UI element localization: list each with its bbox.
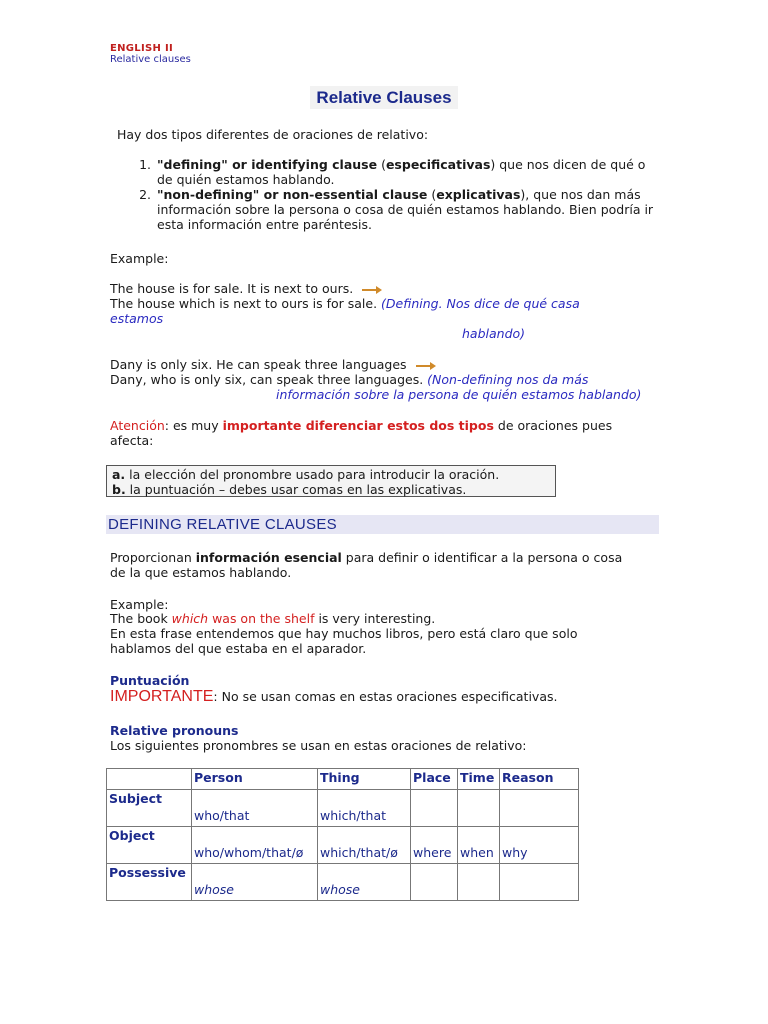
defining-example-end: is very interesting. (314, 611, 436, 626)
arrow-right-icon (361, 285, 383, 295)
cell-possessive-person (192, 864, 318, 901)
cell-object-place (411, 827, 458, 864)
example1-note-end: hablando) (462, 326, 526, 341)
cell-subject-thing (318, 790, 411, 827)
intro-text: Hay dos tipos diferentes de oraciones de relativo: (117, 127, 429, 142)
term-especificativas: especificativas (385, 157, 491, 172)
cell-subject-reason (500, 790, 579, 827)
defining-description: ) que nos dicen de qué o de quién estamos hablando. (157, 157, 646, 187)
topic-label: Relative clauses (110, 54, 191, 65)
paren-open: ( (427, 187, 437, 202)
example-label: Example: (110, 251, 169, 266)
paren-open: ( (377, 157, 386, 172)
example1-note: (Defining. Nos dice de qué casa (381, 296, 580, 311)
row-label-possessive: Possessive (107, 864, 192, 901)
notes-box (106, 465, 556, 497)
defining-example-which: which (171, 611, 209, 626)
pronouns-heading: Relative pronouns (110, 723, 239, 738)
defining-explanation-line1: En esta frase entendemos que hay muchos libros, pero está claro que solo (110, 626, 578, 641)
cell-value: which/that/ø (320, 845, 398, 860)
defining-text-cont: para definir o identificar a la persona o cosa (341, 550, 623, 565)
defining-example-sentence (110, 611, 435, 626)
example2-note: (Non-defining nos da más (427, 372, 589, 387)
row-label-subject: Subject (107, 790, 192, 827)
punctuation-rule (110, 688, 557, 706)
example1-sentence: The house is for sale. It is next to ours. (110, 281, 354, 296)
cell-possessive-thing (318, 864, 411, 901)
defining-para-line2: de la que estamos hablando. (110, 565, 292, 580)
attention-text-end: de oraciones pues (493, 418, 613, 433)
important-label: IMPORTANTE (110, 688, 214, 705)
cell-value: when (460, 845, 494, 860)
row-label-object: Object (107, 827, 192, 864)
defining-text: Proporcionan (110, 550, 196, 565)
cell-value: who/whom/that/ø (194, 845, 304, 860)
attention-text: : es muy (164, 418, 223, 433)
punctuation-text: : No se usan comas en estas oraciones especificativas. (213, 689, 558, 704)
list-item-defining (155, 157, 665, 187)
example1-defining-sentence: The house which is next to ours is for sale. (110, 296, 378, 311)
attention-highlight: importante diferenciar estos dos tipos (222, 418, 494, 433)
note-b-text: la puntuación – debes usar comas en las explicativas. (125, 482, 467, 497)
punctuation-heading: Puntuación (110, 673, 190, 688)
section-heading-defining: DEFINING RELATIVE CLAUSES (106, 515, 659, 534)
cell-value: why (502, 845, 528, 860)
note-a (112, 467, 550, 482)
example1-line1 (110, 281, 383, 296)
term-explicativas: explicativas (436, 187, 521, 202)
cell-subject-person (192, 790, 318, 827)
list-item-non-defining (155, 187, 665, 232)
cell-subject-time (458, 790, 500, 827)
clause-types-list (135, 157, 665, 232)
defining-example-label: Example: (110, 597, 169, 612)
table-header-row (107, 769, 579, 790)
example1-line2 (110, 296, 580, 311)
cell-object-reason (500, 827, 579, 864)
cell-object-person (192, 827, 318, 864)
table-row (107, 790, 579, 827)
defining-para-line1 (110, 550, 622, 565)
attention-line1 (110, 418, 612, 433)
cell-value: where (413, 845, 452, 860)
table-header-reason: Reason (500, 769, 579, 790)
term-defining: "defining" or identifying clause (157, 157, 378, 172)
cell-object-thing (318, 827, 411, 864)
cell-possessive-place (411, 864, 458, 901)
cell-possessive-time (458, 864, 500, 901)
cell-value: who/that (194, 808, 250, 823)
defining-essential: información esencial (195, 550, 342, 565)
cell-subject-place (411, 790, 458, 827)
example2-line1 (110, 357, 437, 372)
attention-label: Atención (110, 418, 165, 433)
example2-sentence: Dany is only six. He can speak three languages (110, 357, 407, 372)
pronouns-intro: Los siguientes pronombres se usan en estas oraciones de relativo: (110, 738, 527, 753)
note-a-text: la elección del pronombre usado para introducir la oración. (125, 467, 500, 482)
page-title (0, 88, 768, 108)
table-header-time: Time (458, 769, 500, 790)
note-b-letter: b. (112, 482, 126, 497)
course-label: ENGLISH II (110, 43, 173, 54)
example1-note-continued: estamos (110, 311, 164, 326)
cell-value: whose (320, 882, 360, 897)
cell-value: which/that (320, 808, 387, 823)
attention-line2: afecta: (110, 433, 154, 448)
defining-example-clause: was on the shelf (208, 611, 315, 626)
cell-possessive-reason (500, 864, 579, 901)
term-non-defining: "non-defining" or non-essential clause (157, 187, 428, 202)
table-header-person: Person (192, 769, 318, 790)
note-b (112, 482, 550, 497)
cell-value: whose (194, 882, 234, 897)
example2-note-continued: información sobre la persona de quién estamos hablando) (276, 387, 642, 402)
arrow-right-icon (415, 361, 437, 371)
cell-object-time (458, 827, 500, 864)
table-header-thing: Thing (318, 769, 411, 790)
relative-pronouns-table (106, 768, 579, 901)
table-row (107, 864, 579, 901)
example2-line2 (110, 372, 588, 387)
non-defining-description: ), que nos dan más información sobre la persona o cosa de quién estamos hablando. Bien podría ir esta información entre paréntesis. (157, 187, 654, 232)
note-a-letter: a. (112, 467, 126, 482)
page-title-text: Relative Clauses (310, 86, 457, 109)
defining-explanation-line2: hablamos del que estaba en el aparador. (110, 641, 367, 656)
defining-example-start: The book (110, 611, 172, 626)
example2-non-defining-sentence: Dany, who is only six, can speak three languages. (110, 372, 424, 387)
table-header-place: Place (411, 769, 458, 790)
table-header-empty (107, 769, 192, 790)
table-row (107, 827, 579, 864)
